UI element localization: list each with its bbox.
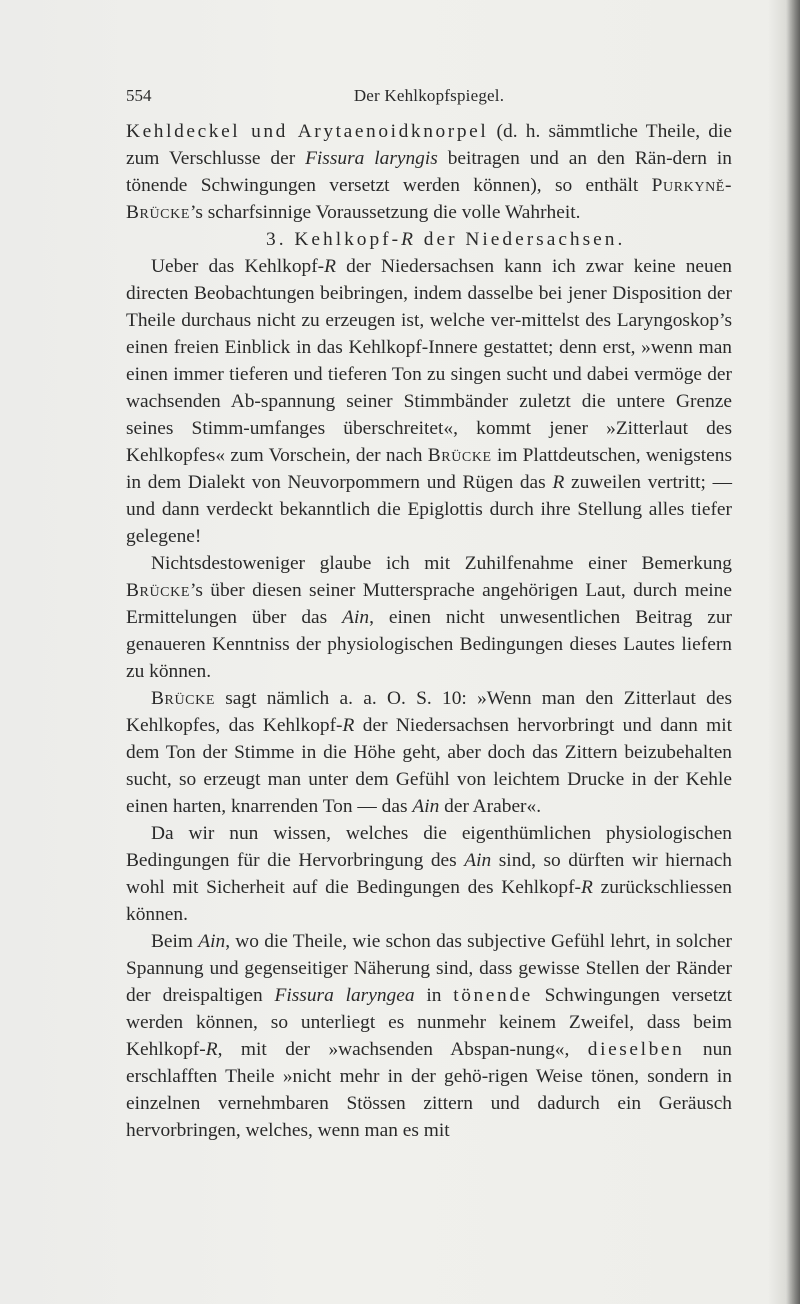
text-run: der Araber«.: [439, 796, 542, 817]
spaced-term: Kehldeckel und Arytaenoidknorpel: [126, 121, 489, 142]
text-run: zurückschliessen können.: [126, 877, 733, 925]
author-name: Brücke: [126, 580, 190, 601]
italic-r: R: [205, 1039, 218, 1060]
text-run: , mit der »wachsenden Abspan-nung«,: [217, 1039, 588, 1060]
text-run: Schwingungen versetzt werden können, so unterliegt es nunmehr keinem Zweifel, dass beim Kehlkopf-: [126, 985, 732, 1060]
running-title: Der Kehlkopfspiegel.: [353, 86, 505, 105]
text-run: sagt nämlich a. a. O. S. 10: »Wenn man den Zitterlaut des Kehlkopfes, das Kehlkopf-: [126, 688, 732, 736]
author-name: Purkyně-Brücke: [126, 175, 732, 223]
text-run: in: [414, 985, 454, 1006]
text-run: der Niedersachsen hervorbringt und dann mit dem Ton der Stimme in die Höhe geht, aber doch das Zittern beizubehalten sucht, so erzeugt man unter dem Gefühl von leichtem Drucke in der Kehle einen harten, knarrenden Ton — das: [126, 715, 732, 817]
text-run: Da wir nun wissen, welches die eigenthümlichen physiologischen Bedingungen für die Hervorbringung des: [126, 823, 732, 871]
text-run: (d. h. sämmtliche Theile, die zum Verschlusse der: [126, 121, 732, 169]
section-heading: [126, 226, 732, 253]
text-run: Beim: [151, 931, 199, 952]
paragraph-beim-ain: [126, 928, 732, 1144]
italic-term: Fissura laryngis: [305, 148, 438, 169]
author-name: Brücke: [427, 445, 492, 466]
italic-term: Ain: [464, 850, 492, 871]
paragraph-kehldeckel: [126, 118, 732, 226]
spaced-term: dieselben: [587, 1039, 685, 1060]
italic-term: Ain: [198, 931, 226, 952]
text-run: sind, so dürften wir hiernach wohl mit Sicherheit auf die Bedingungen des Kehlkopf-: [126, 850, 732, 898]
text-run: nun erschlafften Theile »nicht mehr in der gehö-rigen Weise tönen, sondern in einzelnen vernehmbaren Stössen zittern und dadurch ein Geräusch hervorbringen, welches, wenn man es mit: [126, 1039, 732, 1141]
author-name: Brücke: [151, 688, 215, 709]
italic-term: Ain: [342, 607, 370, 628]
heading-text: 3. Kehlkopf-: [266, 229, 402, 250]
paragraph-ueber: [126, 253, 732, 550]
heading-text: der Niedersachsen.: [415, 229, 626, 250]
spaced-term: tönende: [453, 985, 533, 1006]
italic-r: R: [552, 472, 565, 493]
italic-r: R: [581, 877, 593, 898]
text-run: ’s scharfsinnige Voraussetzung die volle Wahrheit.: [189, 202, 581, 223]
paragraph-da-wir: [126, 820, 732, 928]
italic-r: R: [324, 256, 337, 277]
body-text: [126, 118, 732, 1144]
text-run: Nichtsdestoweniger glaube ich mit Zuhilfenahme einer Bemerkung: [151, 553, 732, 574]
italic-term: Ain: [412, 796, 440, 817]
paragraph-bruecke-sagt: [126, 685, 732, 820]
heading-italic-r: R: [401, 229, 416, 250]
text-run: , wo die Theile, wie schon das subjective Gefühl lehrt, in solcher Spannung und gegenseitiger Näherung sind, dass gewisse Stellen der Ränder der dreispaltigen: [126, 931, 732, 1006]
text-run: im Plattdeutschen, wenigstens in dem Dialekt von Neuvorpommern und Rügen das: [126, 445, 732, 493]
page-binding-shadow: [786, 0, 800, 1304]
text-run: ’s über diesen seiner Muttersprache angehörigen Laut, durch meine Ermittelungen über das: [126, 580, 732, 628]
text-run: der Niedersachsen kann ich zwar keine neuen directen Beobachtungen beibringen, indem dasselbe bei jener Disposition der Theile durchaus nicht zu erzeugen ist, welche ver-mittelst des Laryngoskop’s einen freien Einblick in das Kehlkopf-Innere gestattet; denn erst, »wenn man einen immer tieferen und tieferen Ton zu singen sucht und dabei vermöge der wachsenden Ab-spannung seiner Stimmbänder zuletzt die untere Grenze seines Stimm-umfanges überschreitet«, kommt jener »Zitterlaut des Kehlkopfes« zum Vorschein, der nach: [126, 256, 732, 466]
italic-r: R: [342, 715, 355, 736]
text-run: Ueber das Kehlkopf-: [151, 256, 325, 277]
text-run: beitragen und an den Rän-dern in tönende Schwingungen versetzt werden können), so enthält: [126, 148, 732, 196]
text-run: zuweilen vertritt; — und dann verdeckt bekanntlich die Epiglottis durch ihre Stellung alles tiefer gelegene!: [126, 472, 732, 547]
page-number: 554: [126, 86, 152, 105]
paragraph-nichtsdestoweniger: [126, 550, 732, 685]
page-header: [126, 86, 732, 112]
italic-term: Fissura laryngea: [274, 985, 415, 1006]
text-run: , einen nicht unwesentlichen Beitrag zur genaueren Kenntniss der physiologischen Bedingungen dieses Lautes liefern zu können.: [126, 607, 733, 682]
